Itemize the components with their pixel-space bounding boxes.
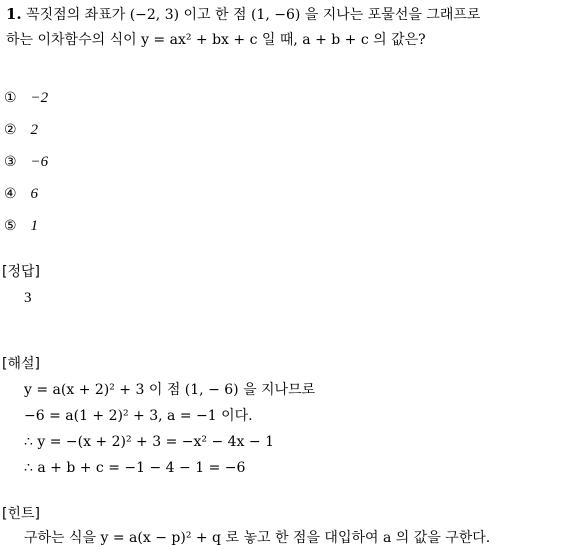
question-line-1 bbox=[6, 4, 480, 25]
choice-mark: ② bbox=[4, 122, 17, 138]
choice-mark: ④ bbox=[4, 186, 17, 202]
choice-value: 2 bbox=[30, 122, 38, 138]
choice-4[interactable] bbox=[4, 184, 38, 204]
choice-mark: ① bbox=[4, 90, 17, 106]
choice-3[interactable] bbox=[4, 152, 48, 172]
choice-mark: ③ bbox=[4, 154, 17, 170]
explanation-label: [해설] bbox=[2, 356, 40, 372]
question-text-2: 하는 이차함수의 식이 y = ax² + bx + c 일 때, a + b + c 의 값은? bbox=[6, 32, 426, 48]
answer-value: 3 bbox=[24, 290, 32, 306]
explanation-line-4: ∴ a + b + c = −1 − 4 − 1 = −6 bbox=[24, 460, 246, 476]
choice-value: 1 bbox=[30, 218, 38, 234]
choice-mark: ⑤ bbox=[4, 218, 17, 234]
question-number: 1. bbox=[6, 5, 22, 23]
explanation-line-2: −6 = a(1 + 2)² + 3, a = −1 이다. bbox=[24, 408, 253, 424]
question-line-2 bbox=[6, 30, 426, 50]
choice-value: −6 bbox=[30, 154, 49, 170]
choice-5[interactable] bbox=[4, 216, 38, 236]
answer-label: [정답] bbox=[2, 264, 40, 280]
question-text-1: 꼭짓점의 좌표가 (−2, 3) 이고 한 점 (1, −6) 을 지나는 포물선을 그래프로 bbox=[26, 7, 481, 23]
choice-value: 6 bbox=[30, 186, 38, 202]
choice-value: −2 bbox=[30, 90, 49, 106]
explanation-line-3: ∴ y = −(x + 2)² + 3 = −x² − 4x − 1 bbox=[24, 434, 274, 450]
choice-1[interactable] bbox=[4, 88, 48, 108]
explanation-line-1: y = a(x + 2)² + 3 이 점 (1, − 6) 을 지나므로 bbox=[24, 382, 316, 398]
hint-label: [힌트] bbox=[2, 506, 40, 522]
hint-text: 구하는 식을 y = a(x − p)² + q 로 놓고 한 점을 대입하여 a 의 값을 구한다. bbox=[24, 530, 491, 546]
choice-2[interactable] bbox=[4, 120, 38, 140]
